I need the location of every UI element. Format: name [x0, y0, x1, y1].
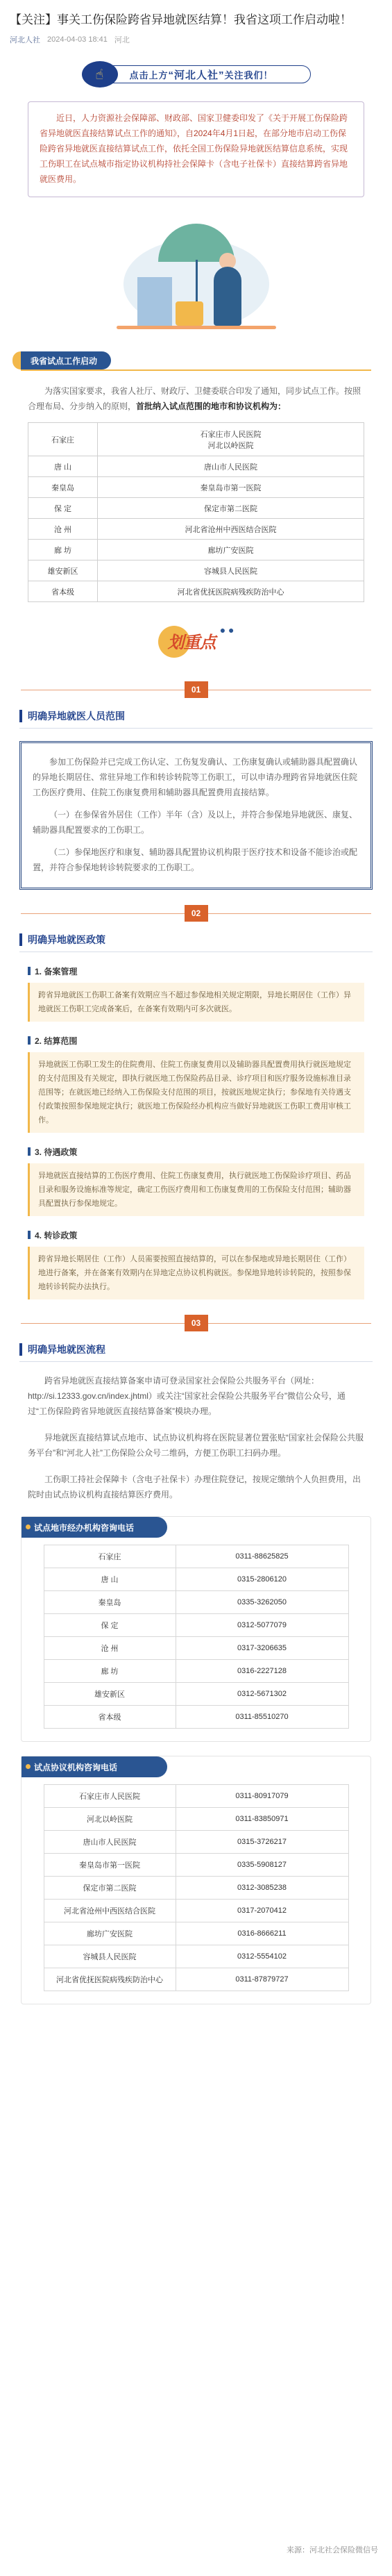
city-cell: 保 定 — [28, 498, 98, 519]
contact-row — [44, 1945, 348, 1968]
start-paragraph: 为落实国家要求，我省人社厅、财政厅、卫健委联合印发了通知，同步试点工作。按照合理布局、分步纳入的原则，首批纳入试点范围的地市和协议机构为： — [28, 386, 361, 411]
hospital-row — [28, 423, 364, 456]
scope-item: （一）在参保省外居住（工作）半年（含）及以上，并符合参保地异地就医、康复、辅助器具配置要求的工伤职工。 — [33, 810, 358, 835]
policy-list — [0, 965, 392, 1299]
contact-name-cell: 秦皇岛市第一医院 — [44, 1854, 176, 1877]
hospital-row — [28, 477, 364, 498]
contact-row — [44, 1568, 348, 1591]
follow-pill — [101, 65, 311, 83]
hospital-cell: 石家庄市人民医院 河北以岭医院 — [98, 423, 364, 456]
heading-marker — [28, 1147, 31, 1156]
contact-row — [44, 1854, 348, 1877]
policy-item-box: 跨省异地就医工伤职工备案有效期应当不超过参保地相关规定期限，异地长期居住（工作）异地就医工伤职工完成备案后，在备案有效期内可多次就医。 — [28, 983, 364, 1022]
policy-item-heading — [28, 965, 364, 977]
hero-illustration — [110, 218, 283, 336]
policy-heading-text: 4. 转诊政策 — [35, 1230, 78, 1240]
hospital-card-title: 试点协议机构咨询电话 — [22, 1756, 167, 1777]
publish-location: 河北 — [114, 36, 130, 44]
contact-phone-cell[interactable]: 0316-8666211 — [176, 1922, 348, 1945]
city-cell: 雄安新区 — [28, 560, 98, 581]
contact-row — [44, 1545, 348, 1568]
policy-item-heading — [28, 1145, 364, 1158]
follow-prefix: 点击上方 — [129, 69, 169, 81]
hospital-cell: 秦皇岛市第一医院 — [98, 477, 364, 498]
process-paragraph: 异地就医直接结算试点地市、试点协议机构将在医院显著位置张贴“国家社会保险公共服务平台”和“河北人社”工伤保险公众号二维码，方便工伤职工扫码办理。 — [28, 1433, 364, 1458]
contact-name-cell: 沧 州 — [44, 1637, 176, 1660]
contact-name-cell: 河北省优抚医院病残疾防治中心 — [44, 1968, 176, 1991]
hospital-row — [28, 540, 364, 560]
article-title: 【关注】事关工伤保险跨省异地就医结算！我省这项工作启动啦！ — [10, 13, 352, 26]
contact-row — [44, 1785, 348, 1808]
article-meta — [0, 33, 392, 46]
policy-heading-text: 2. 结算范围 — [35, 1036, 78, 1046]
contact-name-cell: 雄安新区 — [44, 1683, 176, 1706]
key-points-logo: 划重点 ● ● — [158, 622, 235, 666]
pointing-hand-icon: ☝ — [82, 61, 118, 88]
follow-account-name: “河北人社” — [168, 69, 225, 81]
scope-item: （二）参保地医疗和康复、辅助器具配置协议机构限于医疗技术和设备不能诊治或配置，并符合参保地转诊转院要求的工伤职工。 — [33, 847, 358, 872]
hospital-cell: 河北省优抚医院病残疾防治中心 — [98, 581, 364, 602]
city-cell: 唐 山 — [28, 456, 98, 477]
contact-row — [44, 1683, 348, 1706]
contact-name-cell: 石家庄市人民医院 — [44, 1785, 176, 1808]
contact-name-cell: 容城县人民医院 — [44, 1945, 176, 1968]
contact-phone-cell[interactable]: 0311-80917079 — [176, 1785, 348, 1808]
contact-phone-cell[interactable]: 0311-88625825 — [176, 1545, 348, 1568]
contact-phone-cell[interactable]: 0312-3085238 — [176, 1877, 348, 1900]
contact-phone-cell[interactable]: 0315-2806120 — [176, 1568, 348, 1591]
scope-card — [19, 741, 373, 890]
author-link[interactable]: 河北人社 — [10, 36, 40, 44]
contact-phone-cell[interactable]: 0335-5908127 — [176, 1854, 348, 1877]
contact-phone-cell[interactable]: 0312-5671302 — [176, 1683, 348, 1706]
city-cell: 廊 坊 — [28, 540, 98, 560]
contact-name-cell: 石家庄 — [44, 1545, 176, 1568]
city-cell: 沧 州 — [28, 519, 98, 540]
city-cell: 省本级 — [28, 581, 98, 602]
heading-marker — [28, 967, 31, 975]
contact-row — [44, 1637, 348, 1660]
agency-phone-table — [44, 1545, 349, 1729]
contact-phone-cell[interactable]: 0312-5554102 — [176, 1945, 348, 1968]
contact-phone-cell[interactable]: 0317-2070412 — [176, 1900, 348, 1922]
contact-phone-cell[interactable]: 0317-3206635 — [176, 1637, 348, 1660]
policy-item-heading — [28, 1229, 364, 1241]
contact-name-cell: 保 定 — [44, 1614, 176, 1637]
contact-phone-cell[interactable]: 0315-3726217 — [176, 1831, 348, 1854]
key-points-word: 划重点 — [167, 633, 216, 652]
policy-heading-text: 1. 备案管理 — [35, 966, 78, 977]
contact-row — [44, 1808, 348, 1831]
process-paragraph: 跨省异地就医直接结算备案申请可登录国家社会保险公共服务平台（网址：http://si.12333.gov.cn/index.jhtml）或关注“国家社会保险公共服务平台”微信公众号，通过“工伤保险跨省异地就医直接结算备案”模块办理。 — [28, 1376, 346, 1416]
policy-item-box: 跨省异地长期居住（工作）人员需要按照直接结算的，可以在参保地或异地长期居住（工作）地进行备案，并在备案有效期内在异地定点协议机构就医。参保地异地转诊转院的，按照参保地转诊转院办法执行。 — [28, 1247, 364, 1299]
heading-marker — [28, 1036, 31, 1045]
building-icon — [137, 277, 172, 326]
heading-marker — [28, 1231, 31, 1239]
contact-name-cell: 河北以岭医院 — [44, 1808, 176, 1831]
publish-date: 2024-04-03 18:41 — [47, 35, 108, 44]
hospital-row — [28, 456, 364, 477]
follow-banner[interactable] — [82, 61, 311, 88]
policy-item-heading — [28, 1034, 364, 1047]
policy-heading-text: 3. 待遇政策 — [35, 1147, 78, 1157]
source-note: 来源：河北社会保险微信号 — [287, 2546, 378, 2554]
policy-item-box: 异地就医工伤职工发生的住院费用、住院工伤康复费用以及辅助器具配置费用执行就医地规定的支付范围及有关规定，即执行就医地工伤保险药品目录、诊疗项目和医疗服务设施标准目录范围等；在就医地已经纳入工伤保险支付范围的项目，按就医地规定执行；参保地有关待遇支付政策按照参保地规定执行；就医地工伤保险经办机构应当做好异地就医工伤职工费用审核工作。 — [28, 1052, 364, 1133]
hospital-cell: 唐山市人民医院 — [98, 456, 364, 477]
section-number-01: 01 — [185, 681, 208, 698]
section-number-03: 03 — [185, 1315, 208, 1331]
hospital-cell: 河北省沧州中西医结合医院 — [98, 519, 364, 540]
contact-name-cell: 唐山市人民医院 — [44, 1831, 176, 1854]
hospital-cell: 保定市第二医院 — [98, 498, 364, 519]
hospital-cell: 廊坊广安医院 — [98, 540, 364, 560]
city-cell: 秦皇岛 — [28, 477, 98, 498]
hospital-cell: 容城县人民医院 — [98, 560, 364, 581]
agency-contact-card — [21, 1516, 371, 1742]
contact-phone-cell[interactable]: 0311-83850971 — [176, 1808, 348, 1831]
contact-row — [44, 1922, 348, 1945]
contact-phone-cell[interactable]: 0311-85510270 — [176, 1706, 348, 1729]
contact-row — [44, 1706, 348, 1729]
contact-row — [44, 1660, 348, 1683]
contact-row — [44, 1614, 348, 1637]
contact-name-cell: 廊 坊 — [44, 1660, 176, 1683]
contact-name-cell: 保定市第二医院 — [44, 1877, 176, 1900]
policy-item-box: 异地就医直接结算的工伤医疗费用、住院工伤康复费用，执行就医地工伤保险诊疗项目、药品目录和服务设施标准等规定，确定工伤医疗费用和工伤康复费用的工伤保险支付范围；辅助器具配置执行参保地规定。 — [28, 1163, 364, 1216]
hospital-row — [28, 519, 364, 540]
ribbon-rule — [21, 369, 371, 371]
pilot-hospital-table — [28, 422, 364, 602]
contact-phone-cell[interactable]: 0311-87879727 — [176, 1968, 348, 1991]
section-title-policy: 明确异地就医政策 — [19, 933, 373, 946]
section-title-scope: 明确异地就医人员范围 — [19, 710, 373, 722]
contact-row — [44, 1591, 348, 1614]
intro-card: 近日，人力资源社会保障部、财政部、国家卫健委印发了《关于开展工伤保险跨省异地就医直接结算试点工作的通知》，自2024年4月1日起，在部分地市启动工伤保险跨省异地就医直接结算试点工作，依托全国工伤保险异地就医结算信息系统，实现工伤职工在试点城市指定协议机构持社会保障卡（含电子社保卡）直接结算跨省异地就医费用。 — [28, 101, 364, 197]
section-number-02: 02 — [185, 905, 208, 922]
section-title-process: 明确异地就医流程 — [19, 1343, 373, 1356]
contact-name-cell: 秦皇岛 — [44, 1591, 176, 1614]
coins-icon — [176, 301, 203, 326]
agency-card-title: 试点地市经办机构咨询电话 — [22, 1517, 167, 1538]
contact-name-cell: 唐 山 — [44, 1568, 176, 1591]
hospital-row — [28, 498, 364, 519]
contact-row — [44, 1968, 348, 1991]
process-paragraph: 工伤职工持社会保障卡（含电子社保卡）办理住院登记，按规定缴纳个人负担费用，出院时由试点协议机构直接结算医疗费用。 — [28, 1474, 361, 1499]
follow-suffix: 关注我们！ — [224, 69, 273, 81]
hospital-row — [28, 581, 364, 602]
contact-phone-cell[interactable]: 0312-5077079 — [176, 1614, 348, 1637]
contact-name-cell: 河北省沧州中西医结合医院 — [44, 1900, 176, 1922]
scope-paragraph: 参加工伤保险并已完成工伤认定、工伤复发确认、工伤康复确认或辅助器具配置确认的异地长期居住、常驻异地工作和转诊转院等工伤职工，可以申请办理跨省异地就医住院工伤医疗费用、住院工伤康复费用和辅助器具配置费用直接结算。 — [33, 757, 358, 797]
contact-name-cell: 省本级 — [44, 1706, 176, 1729]
contact-name-cell: 廊坊广安医院 — [44, 1922, 176, 1945]
hospital-phone-table — [44, 1784, 349, 1991]
contact-row — [44, 1877, 348, 1900]
contact-row — [44, 1831, 348, 1854]
hospital-contact-card — [21, 1756, 371, 2004]
start-bold: 首批纳入试点范围的地市和协议机构为： — [136, 401, 287, 411]
city-cell: 石家庄 — [28, 423, 98, 456]
section-ribbon-start: 我省试点工作启动 — [21, 351, 111, 369]
contact-phone-cell[interactable]: 0316-2227128 — [176, 1660, 348, 1683]
contact-phone-cell[interactable]: 0335-3262050 — [176, 1591, 348, 1614]
contact-row — [44, 1900, 348, 1922]
hospital-row — [28, 560, 364, 581]
